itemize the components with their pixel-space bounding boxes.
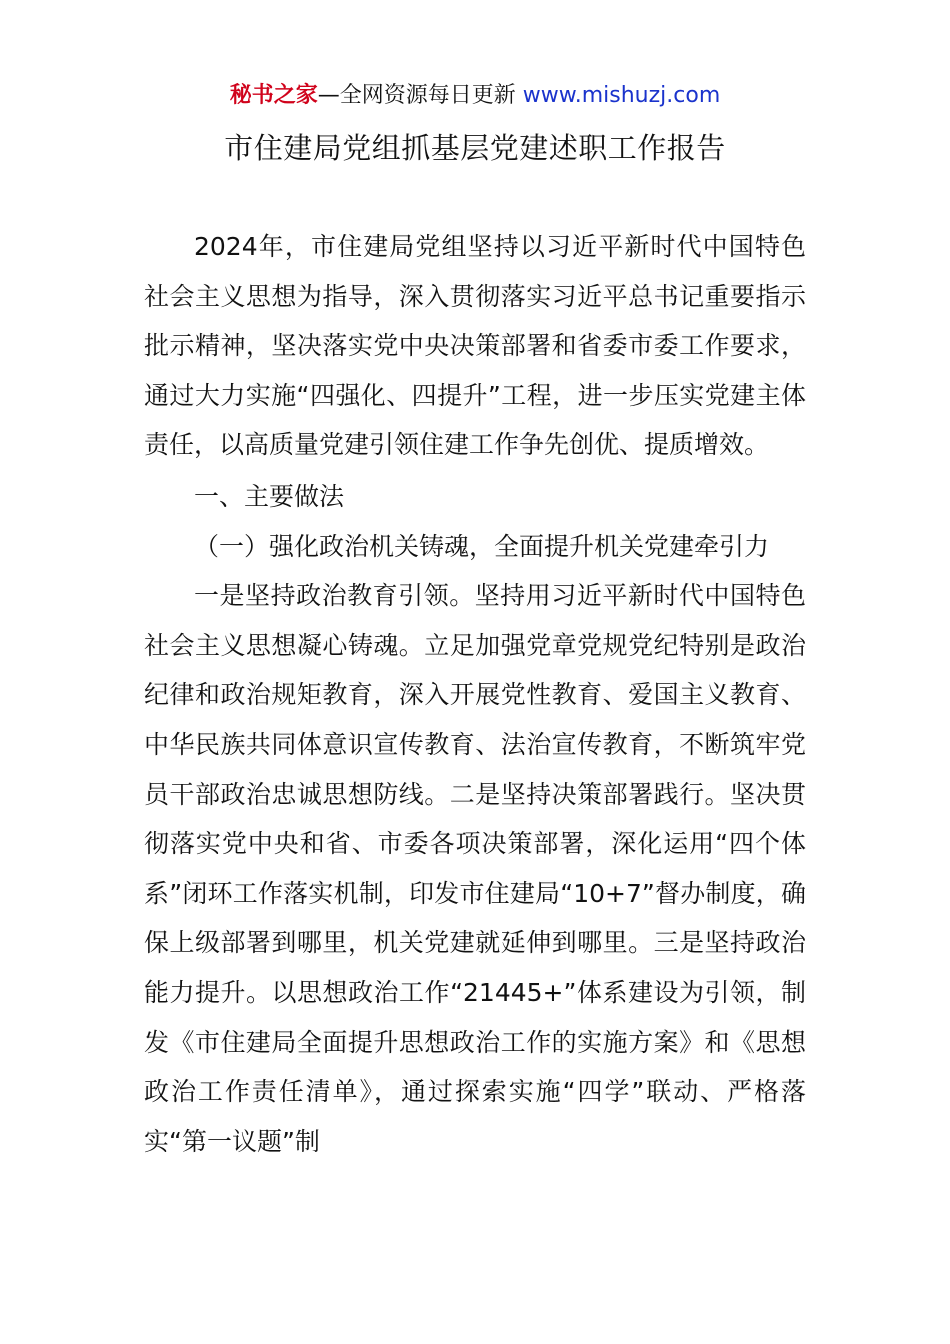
watermark-slogan: —全网资源每日更新 [317,83,523,108]
watermark-url[interactable]: www.mishuzj.com [522,83,721,108]
intro-paragraph: 2024年，市住建局党组坚持以习近平新时代中国特色社会主义思想为指导，深入贯彻落实习近平总书记重要指示批示精神，坚决落实党中央决策部署和省委市委工作要求，通过大力实施“四强化、四提升”工程，进一步压实党建主体责任，以高质量党建引领住建工作争先创优、提质增效。 [144,232,806,460]
watermark-brand: 秘书之家 [229,83,318,108]
document-body [144,222,806,1166]
subsection-heading: （一）强化政治机关铸魂，全面提升机关党建牵引力 [194,531,770,561]
section-heading: 一、主要做法 [194,481,345,511]
document-title: 市住建局党组抓基层党建述职工作报告 [224,131,726,165]
body-paragraph: 一是坚持政治教育引领。坚持用习近平新时代中国特色社会主义思想凝心铸魂。立足加强党章党规党纪特别是政治纪律和政治规矩教育，深入开展党性教育、爱国主义教育、中华民族共同体意识宣传教育、法治宣传教育，不断筑牢党员干部政治忠诚思想防线。二是坚持决策部署践行。坚决贯彻落实党中央和省、市委各项决策部署，深化运用“四个体系”闭环工作落实机制，印发市住建局“10+7”督办制度，确保上级部署到哪里，机关党建就延伸到哪里。三是坚持政治能力提升。以思想政治工作“21445+”体系建设为引领，制发《市住建局全面提升思想政治工作的实施方案》和《思想政治工作责任清单》，通过探索实施“四学”联动、严格落实“第一议题”制 [144,581,806,1156]
watermark-header [0,80,950,112]
